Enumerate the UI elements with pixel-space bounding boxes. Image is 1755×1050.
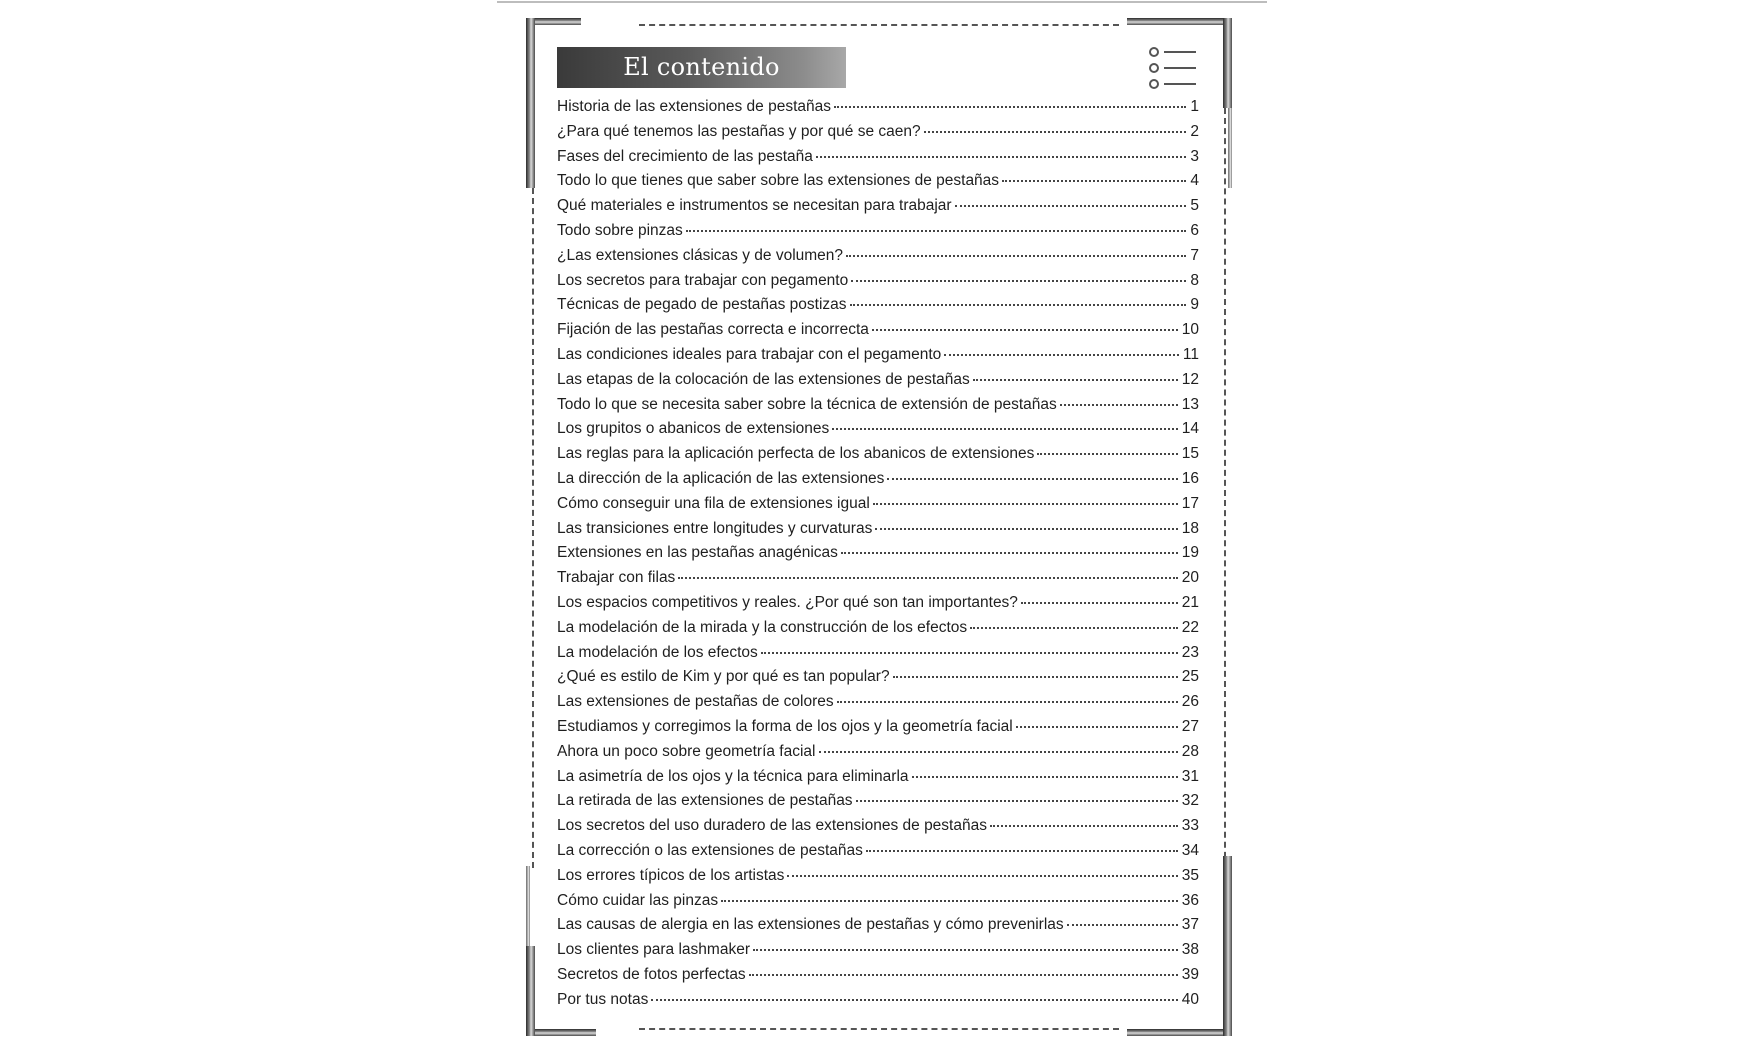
toc-entry-page: 32 bbox=[1181, 792, 1199, 810]
dot-leader bbox=[678, 577, 1177, 579]
corner-bracket-top-left-vertical bbox=[526, 18, 535, 188]
toc-entry bbox=[557, 321, 1199, 346]
dot-leader bbox=[990, 825, 1178, 827]
dot-leader bbox=[944, 354, 1179, 356]
dot-leader bbox=[686, 230, 1187, 232]
toc-entry-title: Todo lo que se necesita saber sobre la técnica de extensión de pestañas bbox=[557, 395, 1057, 413]
toc-entry-title: Técnicas de pegado de pestañas postizas bbox=[557, 296, 847, 314]
toc-entry-title: Extensiones en las pestañas anagénicas bbox=[557, 544, 838, 562]
toc-entry-title: Los grupitos o abanicos de extensiones bbox=[557, 420, 830, 438]
corner-bracket-right-mid bbox=[1228, 108, 1232, 188]
toc-entry bbox=[557, 569, 1199, 594]
dot-leader bbox=[1002, 180, 1186, 182]
toc-entry bbox=[557, 693, 1199, 718]
toc-entry-page: 22 bbox=[1181, 618, 1199, 636]
toc-entry-page: 20 bbox=[1181, 569, 1199, 587]
toc-entry-page: 11 bbox=[1182, 345, 1199, 363]
toc-entry-page: 18 bbox=[1181, 519, 1199, 537]
list-icon bbox=[1149, 47, 1197, 91]
dot-leader bbox=[834, 106, 1186, 108]
toc-entry bbox=[557, 916, 1199, 941]
toc-entry-title: Fases del crecimiento de las pestaña bbox=[557, 147, 813, 165]
dot-leader bbox=[1021, 602, 1178, 604]
toc-entry-title: La asimetría de los ojos y la técnica para eliminarla bbox=[557, 767, 909, 785]
toc-entry-title: La modelación de los efectos bbox=[557, 643, 758, 661]
toc-entry bbox=[557, 867, 1199, 892]
toc-entry-page: 39 bbox=[1181, 965, 1199, 983]
toc-entry-title: Por tus notas bbox=[557, 990, 649, 1008]
toc-entry-title: Ahora un poco sobre geometría facial bbox=[557, 742, 816, 760]
dot-leader bbox=[924, 131, 1187, 133]
dot-leader bbox=[973, 379, 1178, 381]
dot-leader bbox=[887, 478, 1177, 480]
dot-leader bbox=[1067, 924, 1178, 926]
dot-leader bbox=[873, 503, 1178, 505]
toc-entry-page: 9 bbox=[1190, 296, 1199, 314]
toc-entry-title: ¿Para qué tenemos las pestañas y por qué se caen? bbox=[557, 122, 921, 140]
toc-entry-title: Estudiamos y corregimos la forma de los ojos y la geometría facial bbox=[557, 717, 1013, 735]
toc-entry-title: Las reglas para la aplicación perfecta de los abanicos de extensiones bbox=[557, 445, 1035, 463]
toc-entry-title: Cómo cuidar las pinzas bbox=[557, 891, 719, 909]
toc-entry bbox=[557, 371, 1199, 396]
toc-entry-title: Los clientes para lashmaker bbox=[557, 941, 750, 959]
dot-leader bbox=[893, 676, 1178, 678]
toc-entry bbox=[557, 817, 1199, 842]
toc-entry bbox=[557, 272, 1199, 297]
corner-bracket-left-lower bbox=[526, 866, 530, 946]
toc-entry-title: ¿Las extensiones clásicas y de volumen? bbox=[557, 246, 844, 264]
toc-entry-page: 6 bbox=[1190, 221, 1199, 239]
toc-entry bbox=[557, 594, 1199, 619]
toc-entry bbox=[557, 445, 1199, 470]
dot-leader bbox=[912, 776, 1178, 778]
toc-entry-title: Las causas de alergia en las extensiones de pestañas y cómo prevenirlas bbox=[557, 916, 1064, 934]
toc-entry-page: 16 bbox=[1181, 469, 1199, 487]
toc-entry-page: 10 bbox=[1181, 321, 1199, 339]
toc-entry bbox=[557, 197, 1199, 222]
toc-entry bbox=[557, 619, 1199, 644]
toc-entry-page: 25 bbox=[1181, 668, 1199, 686]
dot-leader bbox=[651, 999, 1177, 1001]
frame-dashed-top bbox=[639, 24, 1119, 26]
toc-entry-title: ¿Qué es estilo de Kim y por qué es tan popular? bbox=[557, 668, 890, 686]
corner-bracket-bottom-left-vertical bbox=[526, 946, 535, 1036]
toc-entry-title: Las transiciones entre longitudes y curvaturas bbox=[557, 519, 873, 537]
dot-leader bbox=[851, 280, 1186, 282]
toc-entry-page: 31 bbox=[1181, 767, 1199, 785]
dot-leader bbox=[819, 751, 1178, 753]
toc-title: El contenido bbox=[557, 47, 846, 88]
toc-list bbox=[557, 98, 1199, 1015]
toc-entry bbox=[557, 520, 1199, 545]
toc-entry-page: 4 bbox=[1190, 172, 1199, 190]
toc-entry bbox=[557, 544, 1199, 569]
toc-entry bbox=[557, 743, 1199, 768]
toc-entry bbox=[557, 892, 1199, 917]
toc-entry bbox=[557, 123, 1199, 148]
toc-entry-page: 37 bbox=[1181, 916, 1199, 934]
frame-dashed-bottom bbox=[639, 1028, 1119, 1030]
toc-entry-title: La retirada de las extensiones de pestañas bbox=[557, 792, 853, 810]
toc-entry-title: Los secretos del uso duradero de las extensiones de pestañas bbox=[557, 817, 987, 835]
toc-entry-page: 34 bbox=[1181, 841, 1199, 859]
toc-entry bbox=[557, 966, 1199, 991]
toc-entry-title: Los espacios competitivos y reales. ¿Por qué son tan importantes? bbox=[557, 593, 1018, 611]
toc-entry-title: Qué materiales e instrumentos se necesitan para trabajar bbox=[557, 197, 952, 215]
toc-entry-title: Todo sobre pinzas bbox=[557, 221, 683, 239]
toc-entry bbox=[557, 470, 1199, 495]
dot-leader bbox=[856, 800, 1178, 802]
corner-bracket-bottom-left bbox=[526, 1029, 596, 1036]
top-divider bbox=[497, 1, 1267, 3]
frame-dashed-right bbox=[1224, 108, 1226, 888]
toc-entry-page: 23 bbox=[1181, 643, 1199, 661]
toc-entry-title: Cómo conseguir una fila de extensiones igual bbox=[557, 494, 870, 512]
toc-entry bbox=[557, 346, 1199, 371]
toc-entry-title: Trabajar con filas bbox=[557, 569, 676, 587]
toc-entry bbox=[557, 941, 1199, 966]
toc-entry-page: 27 bbox=[1181, 717, 1199, 735]
toc-entry-title: Fijación de las pestañas correcta e incorrecta bbox=[557, 321, 869, 339]
toc-entry-page: 1 bbox=[1190, 98, 1199, 115]
toc-entry bbox=[557, 98, 1199, 123]
frame-dashed-left bbox=[532, 188, 534, 868]
toc-entry bbox=[557, 148, 1199, 173]
toc-page bbox=[524, 18, 1234, 1036]
dot-leader bbox=[955, 205, 1187, 207]
toc-entry bbox=[557, 420, 1199, 445]
toc-entry-page: 2 bbox=[1190, 122, 1199, 140]
toc-entry-page: 33 bbox=[1181, 817, 1199, 835]
dot-leader bbox=[841, 552, 1178, 554]
toc-entry-page: 8 bbox=[1190, 271, 1199, 289]
toc-entry bbox=[557, 792, 1199, 817]
corner-bracket-top-right bbox=[1127, 18, 1232, 25]
toc-entry-page: 38 bbox=[1181, 941, 1199, 959]
dot-leader bbox=[761, 652, 1178, 654]
toc-entry-page: 12 bbox=[1181, 370, 1199, 388]
toc-entry bbox=[557, 222, 1199, 247]
toc-entry-title: Secretos de fotos perfectas bbox=[557, 965, 746, 983]
toc-entry-page: 19 bbox=[1181, 544, 1199, 562]
toc-entry-title: Historia de las extensiones de pestañas bbox=[557, 98, 831, 115]
toc-entry-title: La dirección de la aplicación de las extensiones bbox=[557, 469, 885, 487]
toc-entry-page: 7 bbox=[1190, 246, 1199, 264]
toc-entry-page: 26 bbox=[1181, 693, 1199, 711]
toc-entry-title: La corrección o las extensiones de pestañas bbox=[557, 841, 863, 859]
corner-bracket-bottom-right bbox=[1127, 1029, 1232, 1036]
toc-entry-title: Los secretos para trabajar con pegamento bbox=[557, 271, 849, 289]
toc-entry-page: 15 bbox=[1181, 445, 1199, 463]
toc-entry bbox=[557, 668, 1199, 693]
dot-leader bbox=[787, 875, 1177, 877]
dot-leader bbox=[846, 255, 1186, 257]
corner-bracket-top-right-vertical bbox=[1223, 18, 1232, 108]
toc-entry-page: 3 bbox=[1190, 147, 1199, 165]
dot-leader bbox=[749, 974, 1178, 976]
toc-entry-title: Las etapas de la colocación de las extensiones de pestañas bbox=[557, 370, 970, 388]
toc-entry-page: 36 bbox=[1181, 891, 1199, 909]
toc-entry-page: 13 bbox=[1181, 395, 1199, 413]
dot-leader bbox=[1016, 726, 1178, 728]
dot-leader bbox=[875, 528, 1177, 530]
toc-entry-page: 40 bbox=[1181, 990, 1199, 1008]
dot-leader bbox=[970, 627, 1178, 629]
toc-entry bbox=[557, 768, 1199, 793]
toc-entry bbox=[557, 644, 1199, 669]
toc-entry-title: Las extensiones de pestañas de colores bbox=[557, 693, 834, 711]
dot-leader bbox=[1060, 404, 1178, 406]
toc-entry-title: Las condiciones ideales para trabajar con el pegamento bbox=[557, 345, 942, 363]
toc-entry bbox=[557, 718, 1199, 743]
dot-leader bbox=[837, 701, 1178, 703]
toc-entry bbox=[557, 842, 1199, 867]
toc-entry-page: 21 bbox=[1181, 593, 1199, 611]
corner-bracket-bottom-right-vertical bbox=[1223, 856, 1232, 1036]
toc-entry-title: La modelación de la mirada y la construcción de los efectos bbox=[557, 618, 968, 636]
dot-leader bbox=[866, 850, 1178, 852]
toc-entry-page: 28 bbox=[1181, 742, 1199, 760]
dot-leader bbox=[753, 949, 1178, 951]
dot-leader bbox=[1037, 453, 1177, 455]
dot-leader bbox=[721, 900, 1178, 902]
toc-entry-page: 35 bbox=[1181, 866, 1199, 884]
toc-entry-title: Todo lo que tienes que saber sobre las extensiones de pestañas bbox=[557, 172, 1000, 190]
dot-leader bbox=[872, 329, 1178, 331]
toc-entry bbox=[557, 396, 1199, 421]
dot-leader bbox=[832, 428, 1177, 430]
toc-entry bbox=[557, 296, 1199, 321]
toc-entry bbox=[557, 247, 1199, 272]
toc-entry bbox=[557, 495, 1199, 520]
toc-entry-page: 5 bbox=[1190, 197, 1199, 215]
toc-entry bbox=[557, 172, 1199, 197]
dot-leader bbox=[850, 304, 1187, 306]
toc-entry-title: Los errores típicos de los artistas bbox=[557, 866, 785, 884]
dot-leader bbox=[816, 156, 1186, 158]
toc-entry bbox=[557, 991, 1199, 1016]
toc-entry-page: 14 bbox=[1181, 420, 1199, 438]
toc-entry-page: 17 bbox=[1181, 494, 1199, 512]
